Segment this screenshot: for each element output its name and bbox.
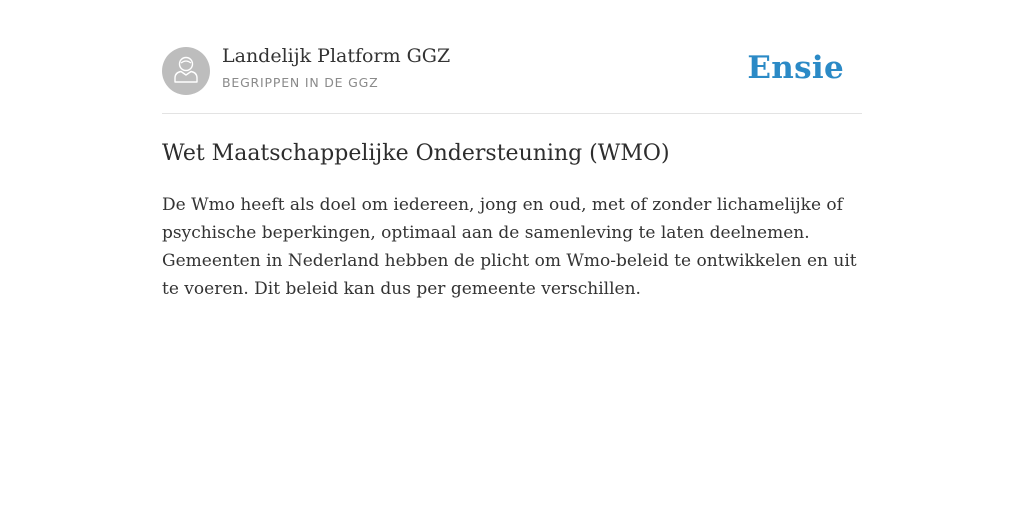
article-title: Wet Maatschappelijke Ondersteuning (WMO)	[162, 141, 670, 166]
author-subtitle: BEGRIPPEN IN DE GGZ	[222, 75, 379, 90]
definition-card	[162, 0, 862, 303]
ensie-logo[interactable]: Ensie	[747, 50, 844, 86]
card-header	[162, 0, 862, 114]
article-body: De Wmo heeft als doel om iedereen, jong en oud, met of zonder lichamelijke of psychische beperkingen, optimaal aan de samenleving te laten deelnemen. Gemeenten in Nederland hebben de plicht om Wmo-beleid te ontwikkelen en uit te voeren. Dit beleid kan dus per gemeente verschillen.	[162, 195, 857, 299]
author-avatar[interactable]	[162, 47, 210, 95]
author-name[interactable]: Landelijk Platform GGZ	[222, 45, 451, 67]
user-icon	[172, 54, 200, 89]
